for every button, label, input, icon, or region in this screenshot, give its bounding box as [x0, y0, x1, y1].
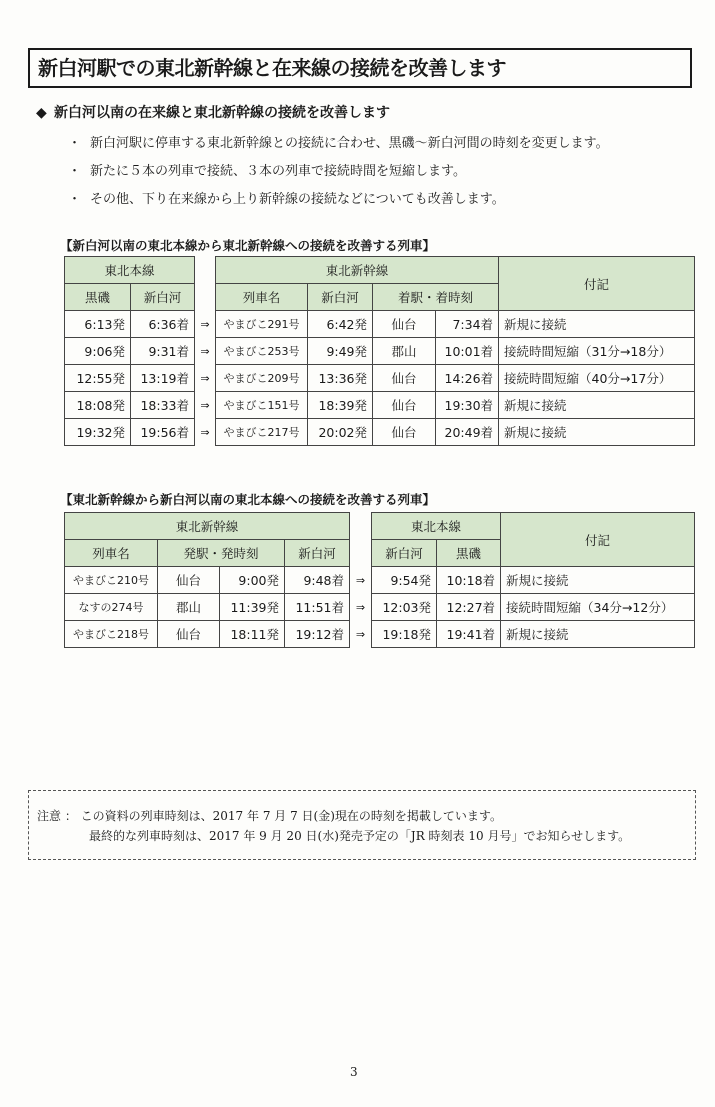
cell: 仙台 — [373, 365, 436, 392]
bullet-list — [68, 132, 609, 216]
table-row — [65, 365, 695, 392]
cell: 9:00発 — [220, 567, 285, 594]
bullet-text: その他、下り在来線から上り新幹線の接続などについても改善します。 — [90, 192, 505, 207]
column-header: 列車名 — [65, 540, 158, 567]
column-header: 発駅・発時刻 — [158, 540, 285, 567]
cell: 20:02発 — [308, 419, 373, 446]
cell: やまびこ209号 — [216, 365, 308, 392]
page-title: 新白河駅での東北新幹線と在来線の接続を改善します — [28, 48, 692, 88]
table2-group-header: 東北本線 — [372, 513, 501, 540]
bullet-icon: ・ — [68, 192, 82, 207]
cell: 接続時間短縮（31分→18分） — [499, 338, 695, 365]
cell: 接続時間短縮（40分→17分） — [499, 365, 695, 392]
cell: 20:49着 — [436, 419, 499, 446]
cell: 6:36着 — [131, 311, 195, 338]
bullet-item — [68, 132, 609, 160]
column-header: 新白河 — [131, 284, 195, 311]
cell: 19:18発 — [372, 621, 437, 648]
bullet-icon: ・ — [68, 164, 82, 179]
column-header: 着駅・着時刻 — [373, 284, 499, 311]
cell: 9:48着 — [285, 567, 350, 594]
cell: 9:49発 — [308, 338, 373, 365]
table-row — [65, 567, 695, 594]
table2-note-header: 付記 — [501, 513, 695, 567]
cell: 郡山 — [373, 338, 436, 365]
table2-caption: 【東北新幹線から新白河以南の東北本線への接続を改善する列車】 — [60, 492, 436, 507]
arrow-icon: ⇒ — [200, 425, 210, 439]
cell: 仙台 — [158, 567, 220, 594]
arrow-icon: ⇒ — [200, 317, 210, 331]
notice-line — [37, 827, 695, 847]
cell: 18:39発 — [308, 392, 373, 419]
cell: 10:18着 — [437, 567, 501, 594]
arrow-icon: ⇒ — [200, 371, 210, 385]
cell: やまびこ151号 — [216, 392, 308, 419]
column-header: 黒磯 — [437, 540, 501, 567]
section-heading — [36, 102, 390, 122]
cell: 10:01着 — [436, 338, 499, 365]
bullet-text: 新たに５本の列車で接続、３本の列車で接続時間を短縮します。 — [90, 164, 466, 179]
table-row — [65, 311, 695, 338]
cell: 7:34着 — [436, 311, 499, 338]
cell: 接続時間短縮（34分→12分） — [501, 594, 695, 621]
cell: 12:03発 — [372, 594, 437, 621]
cell: 19:41着 — [437, 621, 501, 648]
column-header: 新白河 — [285, 540, 350, 567]
notice-label: 注意 ： — [37, 809, 77, 823]
cell: 19:30着 — [436, 392, 499, 419]
cell: 仙台 — [373, 311, 436, 338]
cell: 9:54発 — [372, 567, 437, 594]
table-row — [65, 621, 695, 648]
cell: やまびこ217号 — [216, 419, 308, 446]
cell: 12:55発 — [65, 365, 131, 392]
column-header: 黒磯 — [65, 284, 131, 311]
cell: 新規に接続 — [501, 567, 695, 594]
cell: 12:27着 — [437, 594, 501, 621]
table-row — [65, 338, 695, 365]
cell: 6:42発 — [308, 311, 373, 338]
notice-box — [28, 790, 696, 860]
cell: 新規に接続 — [499, 392, 695, 419]
cell: 新規に接続 — [499, 311, 695, 338]
cell: やまびこ253号 — [216, 338, 308, 365]
notice-text: この資料の列車時刻は、2017 年 7 月 7 日(金)現在の時刻を掲載しています。 — [80, 809, 502, 823]
cell: 13:36発 — [308, 365, 373, 392]
bullet-item — [68, 160, 609, 188]
table-row — [65, 419, 695, 446]
notice-text: 最終的な列車時刻は、2017 年 9 月 20 日(水)発売予定の「JR 時刻表 10 月号」でお知らせします。 — [89, 829, 631, 843]
arrow-icon: ⇒ — [355, 600, 366, 614]
cell: 新規に接続 — [501, 621, 695, 648]
table2 — [64, 512, 695, 648]
cell: 仙台 — [373, 392, 436, 419]
column-header: 列車名 — [216, 284, 308, 311]
cell: やまびこ291号 — [216, 311, 308, 338]
bullet-item — [68, 188, 609, 216]
arrow-icon: ⇒ — [355, 627, 366, 641]
cell: やまびこ218号 — [65, 621, 158, 648]
section-heading-text: 新白河以南の在来線と東北新幹線の接続を改善します — [54, 105, 390, 121]
table1 — [64, 256, 695, 446]
table1-caption: 【新白河以南の東北本線から東北新幹線への接続を改善する列車】 — [60, 238, 436, 253]
bullet-icon: ・ — [68, 136, 82, 151]
column-header: 新白河 — [308, 284, 373, 311]
cell: 18:11発 — [220, 621, 285, 648]
cell: 6:13発 — [65, 311, 131, 338]
cell: なすの274号 — [65, 594, 158, 621]
table1-group-header: 東北新幹線 — [216, 257, 499, 284]
bullet-text: 新白河駅に停車する東北新幹線との接続に合わせ、黒磯～新白河間の時刻を変更します。 — [90, 136, 609, 151]
table1-group-header: 東北本線 — [65, 257, 195, 284]
cell: 19:12着 — [285, 621, 350, 648]
cell: 18:33着 — [131, 392, 195, 419]
cell: 郡山 — [158, 594, 220, 621]
cell: 13:19着 — [131, 365, 195, 392]
cell: 18:08発 — [65, 392, 131, 419]
cell: 11:39発 — [220, 594, 285, 621]
cell: 14:26着 — [436, 365, 499, 392]
cell: 仙台 — [158, 621, 220, 648]
table1-note-header: 付記 — [499, 257, 695, 311]
cell: 19:32発 — [65, 419, 131, 446]
cell: 19:56着 — [131, 419, 195, 446]
cell: 仙台 — [373, 419, 436, 446]
arrow-icon: ⇒ — [355, 573, 366, 587]
notice-line — [37, 807, 695, 827]
page-number: 3 — [350, 1065, 358, 1079]
table2-group-header: 東北新幹線 — [65, 513, 350, 540]
cell: 11:51着 — [285, 594, 350, 621]
cell: 9:06発 — [65, 338, 131, 365]
cell: 9:31着 — [131, 338, 195, 365]
arrow-icon: ⇒ — [200, 344, 210, 358]
table-row — [65, 392, 695, 419]
cell: 新規に接続 — [499, 419, 695, 446]
diamond-icon: ◆ — [36, 105, 47, 121]
arrow-icon: ⇒ — [200, 398, 210, 412]
table-row — [65, 594, 695, 621]
cell: やまびこ210号 — [65, 567, 158, 594]
column-header: 新白河 — [372, 540, 437, 567]
